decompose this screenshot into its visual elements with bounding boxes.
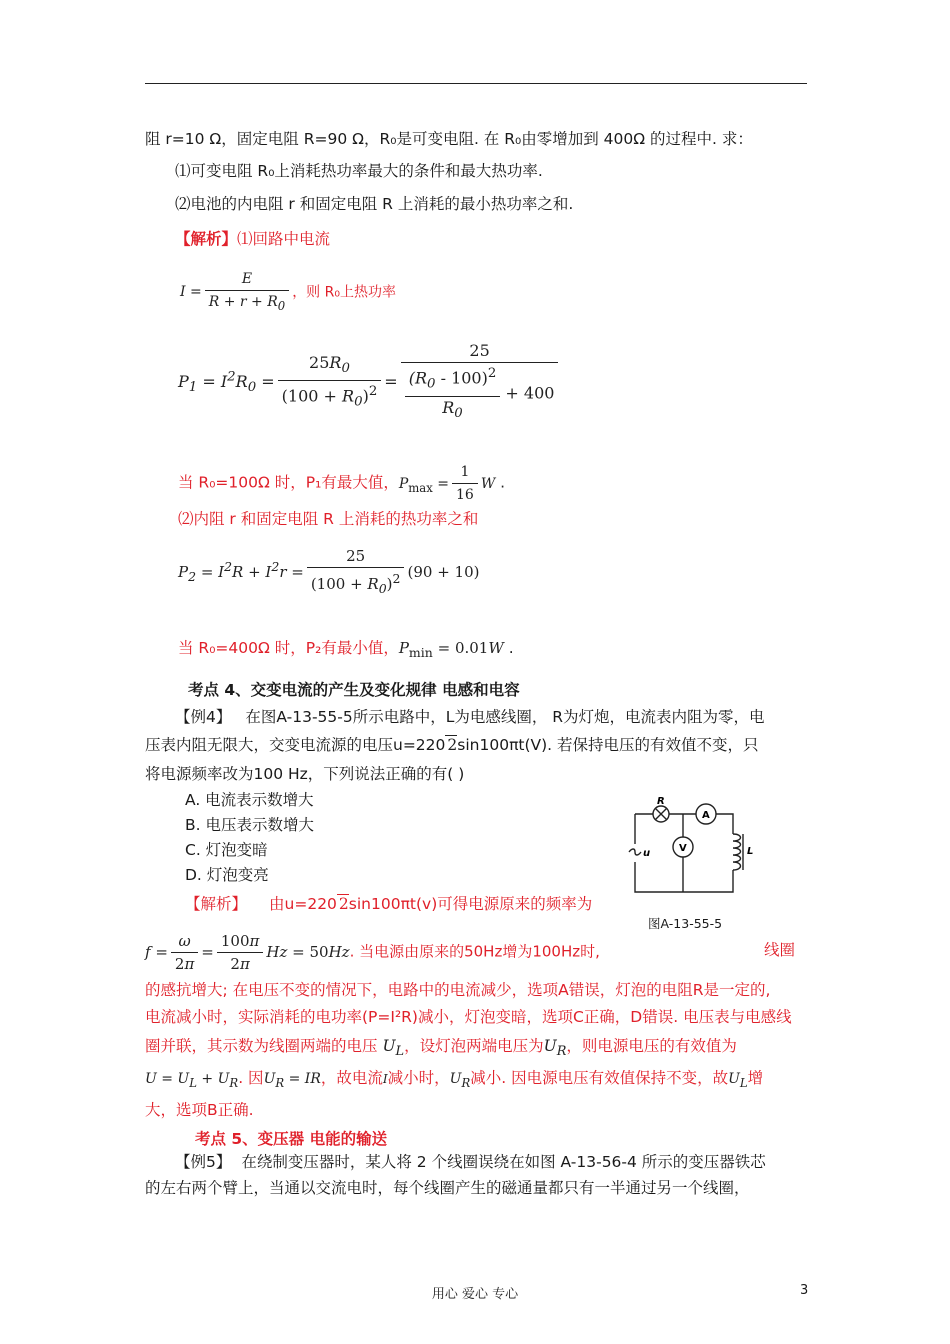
example-4-solution-line-1: 【解析】 由u=220 2sin100πt(v)可得电源原来的频率为: [185, 895, 593, 913]
example-4-solution-6c: 减小时，: [387, 1069, 450, 1087]
example-4-solution-tag: 【解析】: [185, 895, 248, 913]
solution-tag: 【解析】: [175, 230, 238, 248]
formula-current: [180, 268, 396, 317]
option-b: B. 电压表示数增大: [185, 816, 314, 834]
example-4-solution-line-3: 的感抗增大; 在电压不变的情况下，电路中的电流减少，选项A错误，灯泡的电阻R是一定的,: [145, 981, 771, 999]
label-r: R: [657, 796, 665, 807]
page-number: 3: [800, 1283, 809, 1298]
solution-max-text: 当 R₀=100Ω 时，P₁有最大值，: [178, 473, 399, 492]
example-4-solution-line-6: $U = U_L + U_R$. 因$U_R$ = IR，故电流I减小时，$U_R$减小. 因电源电压有效值保持不变，故$U_L$增: [145, 1069, 764, 1090]
label-v: V: [679, 843, 687, 854]
example-4-text-1: 在图A-13-55-5所示电路中，L为电感线圈， R为灯炮，电流表内阻为零，电: [245, 708, 765, 726]
formula-current-math: I = $\frac{E}{R + r + R_0}$: [180, 284, 292, 300]
example-4-solution-2: . 当电源由原来的50Hz增为100Hz时,: [349, 942, 600, 961]
page-footer: 用心 爱心 专心: [431, 1287, 519, 1302]
example-4-text-2a: 压表内阻无限大，交变电流源的电压u=220: [145, 736, 446, 754]
example-4-solution-5a: 圈并联，其示数为线圈两端的电压: [145, 1037, 378, 1055]
solution-part-2: ⑵内阻 r 和固定电阻 R 上消耗的热功率之和: [178, 510, 479, 528]
example-4-solution-line-2: f = $\frac{\omega}{2\pi}$ = $\frac{100\pi}{2\pi}$ Hz = 50Hz. 当电源由原来的50Hz增为100Hz时,: [145, 932, 600, 973]
question-2: ⑵电池的内电阻 r 和固定电阻 R 上消耗的最小热功率之和.: [175, 195, 574, 213]
example-5-text-1: 在绕制变压器时，某人将 2 个线圈误绕在如图 A-13-56-4 所示的变压器铁芯: [241, 1153, 766, 1171]
example-4-tag: 【例4】: [175, 708, 232, 726]
figure-caption: 图A-13-55-5: [648, 916, 723, 931]
example-4-solution-6d: 减小. 因电源电压有效值保持不变，故: [470, 1069, 729, 1087]
example-4-line-3: 将电源频率改为100 Hz，下列说法正确的有( ): [145, 765, 465, 783]
kaodian-5-title: 考点 5、变压器 电能的输送: [195, 1130, 388, 1148]
example-4-solution-line-4: 电流减小时，实际消耗的电功率(P=I²R)减小，灯泡变暗，选项C正确，D错误. 电压表与电感线: [145, 1008, 792, 1026]
option-a: A. 电流表示数增大: [185, 791, 314, 809]
example-4-solution-1b: sin100πt(v)可得电源原来的频率为: [348, 895, 593, 913]
example-4-line-2: 压表内阻无限大，交变电流源的电压u=220 2sin100πt(V). 若保持电压的有效值不变，只: [145, 736, 759, 754]
label-l: L: [747, 846, 754, 857]
solution-min: 当 R₀=400Ω 时，P₂有最小值，$P_{min} = 0.01W$ .: [178, 639, 514, 660]
option-d: D. 灯泡变亮: [185, 866, 269, 884]
example-4-text-2b: sin100πt(V). 若保持电压的有效值不变，只: [457, 736, 759, 754]
circuit-diagram: [625, 796, 755, 902]
example-4-solution-6a: . 因: [238, 1069, 264, 1087]
example-4-solution-5b: ，设灯泡两端电压为: [404, 1037, 544, 1055]
solution-step-1: ⑴回路中电流: [237, 230, 331, 248]
example-4-solution-5c: ，则电源电压的有效值为: [566, 1037, 737, 1055]
solution-heading: [175, 228, 330, 250]
example-4-solution-line-2b: 线圈: [764, 941, 796, 959]
problem-intro: 阻 r=10 Ω，固定电阻 R=90 Ω，R₀是可变电阻. 在 R₀由零增加到 400Ω 的过程中. 求：: [145, 130, 753, 148]
example-5-line-1: [175, 1151, 766, 1173]
example-4-solution-6e: 增: [747, 1069, 764, 1087]
label-u: u: [643, 848, 651, 859]
example-4-line-1: [175, 706, 765, 728]
example-4-solution-line-5: 圈并联，其示数为线圈两端的电压 $U_L$，设灯泡两端电压为$U_R$，则电源电压的有效值为: [145, 1037, 737, 1060]
option-c: C. 灯泡变暗: [185, 841, 268, 859]
solution-then: ，则 R₀上热功率: [292, 284, 396, 301]
example-5-tag: 【例5】: [175, 1153, 232, 1171]
example-5-line-2: 的左右两个臂上，当通以交流电时，每个线圈产生的磁通量都只有一半通过另一个线圈，: [145, 1179, 750, 1197]
solution-max: 当 R₀=100Ω 时，P₁有最大值，$P_{max}$ = $\frac{1}{16}$ W .: [178, 461, 505, 506]
formula-p2: $P_2 = I^2R + I^2r$ = $\frac{25}{(100 + R_0)^2}$ (90 + 10): [178, 547, 480, 596]
example-4-solution-line-7: 大，选项B正确.: [145, 1101, 254, 1119]
example-4-solution-1a: 由u=220: [269, 895, 337, 913]
label-a: A: [702, 810, 710, 821]
formula-p1: $P_1 = I^2R_0$ = $\frac{25R_0}{(100 + R_0)^2}$ = 25 $\frac{(R_0 - 100)^2}{R_0}$ + 400: [178, 340, 561, 425]
kaodian-4-title: 考点 4、交变电流的产生及变化规律 电感和电容: [188, 681, 520, 699]
example-4-solution-6b: ，故电流: [320, 1069, 383, 1087]
solution-min-text: 当 R₀=400Ω 时，P₂有最小值，: [178, 639, 399, 657]
question-1: ⑴可变电阻 R₀上消耗热功率最大的条件和最大热功率.: [175, 162, 543, 180]
header-rule: [145, 83, 807, 84]
